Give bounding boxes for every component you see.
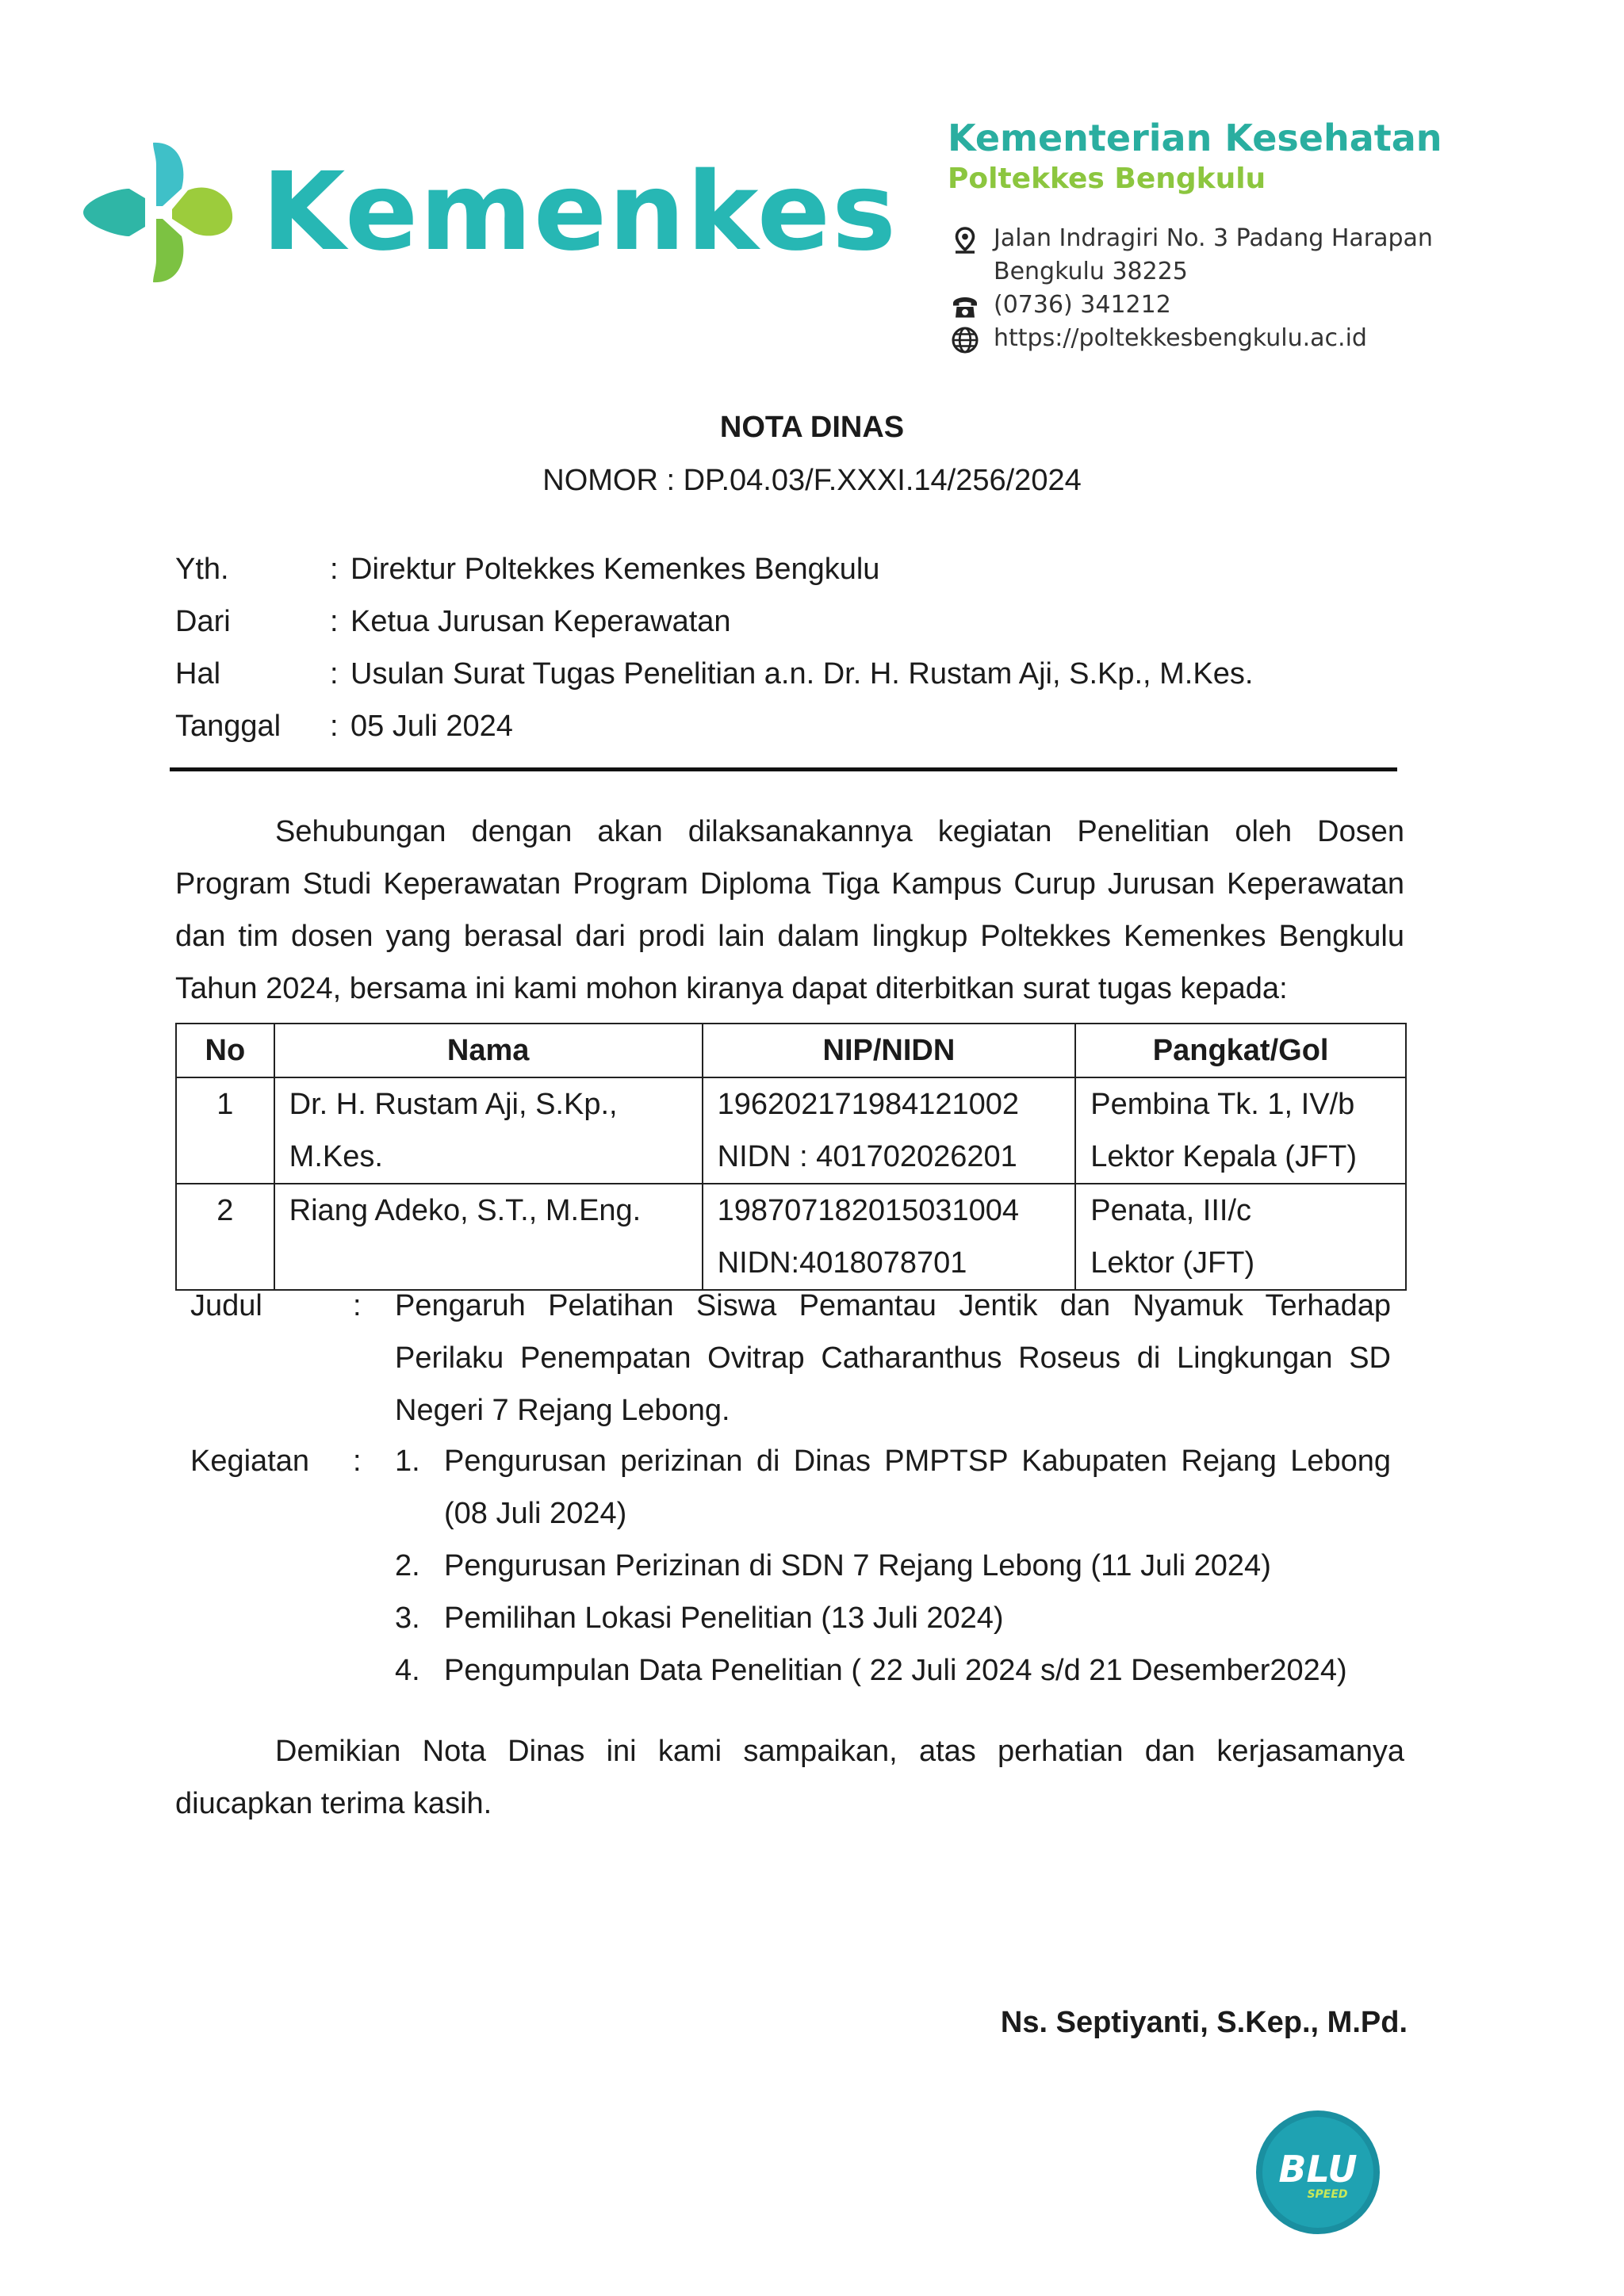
location-pin-icon [951, 226, 979, 254]
field-label: Hal [175, 657, 221, 691]
memo-field-dari [175, 599, 1444, 652]
website-link[interactable]: https://poltekkesbengkulu.ac.id [994, 324, 1367, 352]
field-value: 05 Juli 2024 [350, 710, 513, 743]
judul-label: Judul [190, 1289, 262, 1322]
nip-value: 196202171984121002 [717, 1088, 1020, 1121]
address-row-2 [948, 255, 1455, 289]
cell-no: 2 [176, 1184, 274, 1290]
telephone-icon [951, 293, 979, 321]
cell-pangkat [1075, 1077, 1406, 1184]
cell-nama: Riang Adeko, S.T., M.Eng. [274, 1184, 703, 1290]
column-header-nama: Nama [274, 1024, 703, 1077]
blu-speed-badge-icon [1254, 2109, 1381, 2236]
pangkat-value: Penata, III/c [1090, 1194, 1252, 1227]
kegiatan-block [190, 1435, 1391, 1705]
website-row [948, 322, 1455, 355]
address-line-2: Bengkulu 38225 [994, 258, 1188, 285]
address-line-1: Jalan Indragiri No. 3 Padang Harapan [994, 224, 1433, 252]
document-title: NOTA DINAS [719, 411, 905, 444]
judul-colon: : [353, 1289, 362, 1322]
badge-text: BLU [1278, 2148, 1358, 2191]
pangkat-value: Pembina Tk. 1, IV/b [1090, 1088, 1355, 1121]
field-colon: : [330, 657, 339, 691]
signer-name: Ns. Septiyanti, S.Kep., M.Pd. [1000, 2006, 1408, 2039]
table-row [176, 1184, 1406, 1290]
closing-text: Demikian Nota Dinas ini kami sampaikan, atas perhatian dan kerjasamanya diucapkan terima kasih. [175, 1735, 1404, 1820]
address-row [948, 222, 1455, 255]
cell-nama: Dr. H. Rustam Aji, S.Kp., M.Kes. [274, 1077, 703, 1184]
globe-icon [951, 326, 979, 354]
nip-value: 198707182015031004 [717, 1194, 1020, 1227]
list-item-number: 3. [395, 1601, 420, 1635]
list-item-text: Pengurusan Perizinan di SDN 7 Rejang Lebong (11 Juli 2024) [444, 1549, 1271, 1582]
table-row [176, 1077, 1406, 1184]
cell-nip [703, 1077, 1076, 1184]
cell-nip [703, 1184, 1076, 1290]
field-label: Dari [175, 605, 231, 638]
list-item-number: 2. [395, 1549, 420, 1582]
org-subtitle: Poltekkes Bengkulu [948, 162, 1266, 195]
kegiatan-label: Kegiatan [190, 1445, 310, 1478]
memo-field-hal [175, 652, 1444, 704]
logo-wordmark: Kemenkes [262, 150, 898, 275]
staff-table [175, 1023, 1407, 1291]
cell-no: 1 [176, 1077, 274, 1184]
list-item-text: Pengurusan perizinan di Dinas PMPTSP Kabupaten Rejang Lebong (08 Juli 2024) [444, 1445, 1391, 1530]
field-colon: : [330, 605, 339, 638]
nidn-value: NIDN:4018078701 [717, 1246, 967, 1280]
kemenkes-logo [83, 133, 898, 300]
kegiatan-colon: : [353, 1445, 362, 1478]
intro-text: Sehubungan dengan akan dilaksanakannya kegiatan Penelitian oleh Dosen Program Studi Keperawatan Program Diploma Tiga Kampus Curup Jurusan Keperawatan dan tim dosen yang berasal dari prodi lain dalam lingkup Poltekkes Kemenkes Bengkulu Tahun 2024, bersama ini kami mohon kiranya dapat diterbitkan surat tugas kepada: [175, 815, 1404, 1005]
nidn-value: NIDN : 401702026201 [717, 1140, 1017, 1173]
cell-pangkat [1075, 1184, 1406, 1290]
closing-paragraph [175, 1725, 1404, 1830]
list-item-text: Pengumpulan Data Penelitian ( 22 Juli 2024 s/d 21 Desember2024) [444, 1654, 1347, 1687]
column-header-nip: NIP/NIDN [703, 1024, 1076, 1077]
table-header-row [176, 1024, 1406, 1077]
field-colon: : [330, 553, 339, 586]
intro-paragraph [175, 806, 1404, 1015]
organization-block [948, 117, 1442, 195]
list-item-number: 4. [395, 1654, 420, 1687]
phone-number: (0736) 341212 [994, 291, 1171, 319]
document-number: NOMOR : DP.04.03/F.XXXI.14/256/2024 [542, 464, 1082, 497]
list-item-number: 1. [395, 1445, 420, 1478]
phone-row [948, 289, 1455, 322]
column-header-pangkat: Pangkat/Gol [1075, 1024, 1406, 1077]
memo-field-tanggal [175, 704, 1444, 756]
memo-fields [175, 547, 1444, 756]
org-name: Kementerian Kesehatan [948, 117, 1442, 159]
badge-subtext: SPEED [1307, 2188, 1348, 2201]
field-value: Usulan Surat Tugas Penelitian a.n. Dr. H. Rustam Aji, S.Kp., M.Kes. [350, 657, 1254, 691]
field-label: Tanggal [175, 710, 282, 743]
kemenkes-emblem-icon [83, 133, 242, 292]
judul-block [190, 1280, 1391, 1438]
field-value: Direktur Poltekkes Kemenkes Bengkulu [350, 553, 880, 586]
jabatan-value: Lektor Kepala (JFT) [1090, 1140, 1358, 1173]
field-colon: : [330, 710, 339, 743]
column-header-no: No [176, 1024, 274, 1077]
contact-block [948, 222, 1455, 355]
field-label: Yth. [175, 553, 229, 586]
field-value: Ketua Jurusan Keperawatan [350, 605, 731, 638]
list-item-text: Pemilihan Lokasi Penelitian (13 Juli 2024) [444, 1601, 1004, 1635]
jabatan-value: Lektor (JFT) [1090, 1246, 1255, 1280]
header-divider [170, 767, 1397, 771]
judul-text: Pengaruh Pelatihan Siswa Pemantau Jentik dan Nyamuk Terhadap Perilaku Penempatan Ovitrap Catharanthus Roseus di Lingkungan SD Negeri 7 Rejang Lebong. [395, 1289, 1391, 1427]
memo-field-yth [175, 547, 1444, 599]
